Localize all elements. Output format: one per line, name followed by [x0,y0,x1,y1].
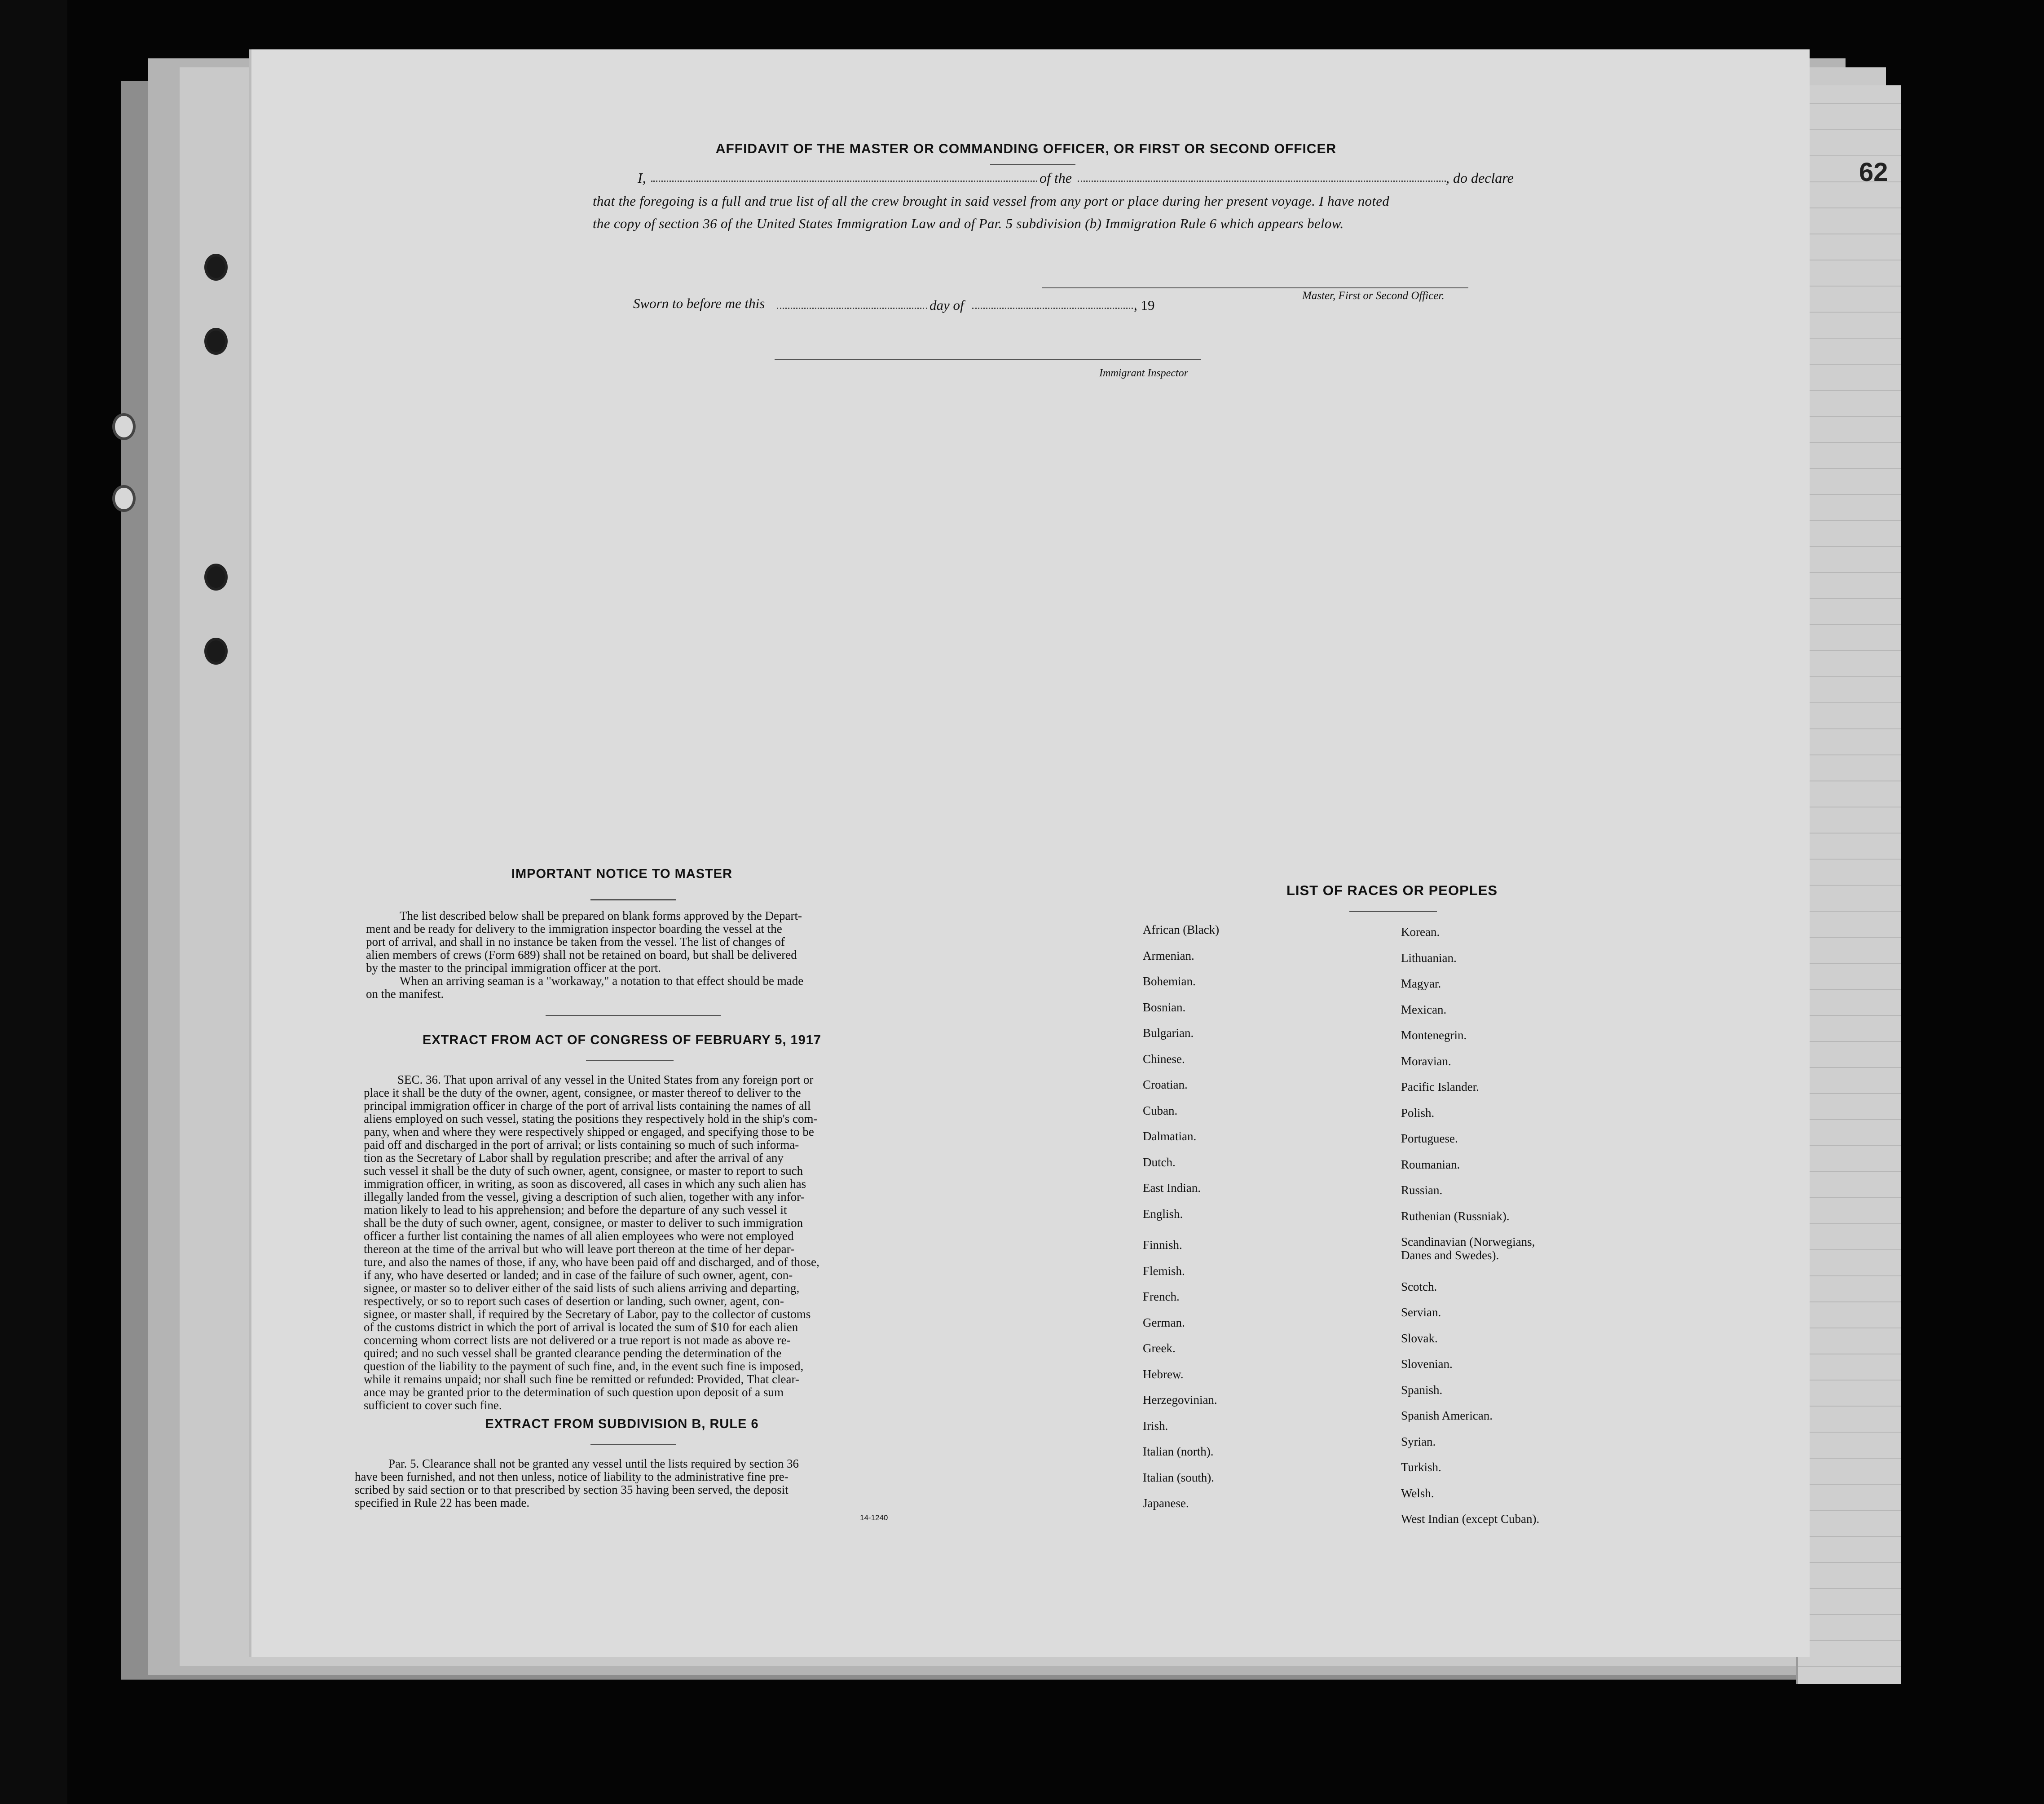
ruled-line [1798,676,1901,677]
race-item: Bulgarian. [1143,1026,1194,1040]
ruled-line [1798,1119,1901,1120]
race-item: Mexican. [1401,1002,1447,1016]
binder-hole [204,564,228,591]
race-item: Slovak. [1401,1331,1438,1345]
text-line: shall be the duty of such owner, agent, consignee, or master to deliver to such immigration [364,1216,803,1230]
binder-hole [204,254,228,281]
text-line: ment and be ready for delivery to the immigration inspector boarding the vessel at the [366,922,782,935]
page-number: 62 [1859,158,1888,187]
affidavit-page [251,49,1810,1657]
year-prefix: , 19 [1134,297,1155,313]
text-line: principal immigration officer in charge of the port of arrival lists containing the names of all [364,1099,811,1112]
text-line: port of arrival, and shall in no instance be taken from the vessel. The list of changes of [366,935,785,948]
ruled-line [1798,963,1901,964]
race-item: Flemish. [1143,1264,1185,1278]
ruled-line [1798,1223,1901,1224]
ruled-line [1798,911,1901,912]
ruled-line [1798,207,1901,208]
ruled-line [1798,1041,1901,1042]
text-line: such vessel it shall be the duty of such owner, agent, consignee, or master to report to such [364,1164,803,1178]
text-line: specified in Rule 22 has been made. [355,1496,530,1509]
race-item: Magyar. [1401,977,1441,990]
ruled-line [1798,494,1901,495]
text-line: Par. 5. Clearance shall not be granted any vessel until the lists required by section 36 [388,1457,799,1470]
ruled-line [1798,1249,1901,1250]
race-item: Spanish. [1401,1383,1443,1397]
text-line: quired; and no such vessel shall be granted clearance pending the determination of the [364,1346,782,1360]
text-line: of the customs district in which the port of arrival is located the sum of $10 for each alien [364,1320,798,1334]
ruled-line [1798,1067,1901,1068]
ruled-line [1798,1171,1901,1172]
text-line: mation likely to lead to his apprehension; and before the departure of any such vessel it [364,1203,787,1217]
race-item: Polish. [1401,1106,1435,1120]
binder-hole [204,638,228,665]
ruled-line [1798,468,1901,469]
ruled-line [1798,624,1901,625]
text-line: on the manifest. [366,987,444,1001]
declaration-line: the copy of section 36 of the United States Immigration Law and of Par. 5 subdivision (b) Immigration Rule 6 which appears below. [593,216,1344,231]
text-line: respectively, or so to report such cases of desertion or landing, such owner, agent, con- [364,1294,784,1308]
text-line: while it remains unpaid; nor shall such fine be remitted or refunded: Provided, That clear- [364,1372,799,1386]
ruled-line [1798,1536,1901,1537]
divider [590,1444,676,1445]
race-item: Roumanian. [1401,1157,1460,1171]
ruled-line [1798,155,1901,156]
text-line: alien members of crews (Form 689) shall not be retained on board, but shall be delivered [366,948,797,962]
race-item: Ruthenian (Russniak). [1401,1209,1510,1223]
race-item: East Indian. [1143,1181,1201,1195]
text-line: scribed by said section or to that prescribed by section 35 having been served, the deposit [355,1483,789,1496]
signature-label: Master, First or Second Officer. [1302,290,1445,302]
race-item: English. [1143,1207,1183,1221]
ruled-line [1798,989,1901,990]
text-line: have been furnished, and not then unless, notice of liability to the administrative fine pre- [355,1470,789,1483]
race-item: Croatian. [1143,1078,1188,1091]
race-item: African (Black) [1143,923,1220,936]
race-item: German. [1143,1315,1185,1329]
ruled-line [1798,520,1901,521]
race-item: Slovenian. [1401,1357,1453,1371]
race-item: Montenegrin. [1401,1028,1467,1042]
divider [546,1015,721,1016]
text-line: by the master to the principal immigration officer at the port. [366,961,661,975]
ruled-line [1798,598,1901,599]
text-line: ture, and also the names of those, if any, who have been paid off and discharged, and of those, [364,1255,819,1269]
race-item: Chinese. [1143,1052,1185,1066]
text-line: question of the liability to the payment of such fine, and, in the event such fine is imposed, [364,1359,804,1373]
race-item: Russian. [1401,1183,1443,1197]
ruled-line [1798,546,1901,547]
ruled-line [1798,1145,1901,1146]
text-line: place it shall be the duty of the owner, agent, consignee, or master thereof to deliver to the [364,1086,801,1099]
binder-hole [112,485,136,512]
day-blank [777,308,927,309]
notice-title: IMPORTANT NOTICE TO MASTER [511,867,733,881]
binder-hole [112,413,136,440]
ruled-line [1798,1458,1901,1459]
ruled-line [1798,312,1901,313]
rule-title: EXTRACT FROM SUBDIVISION B, RULE 6 [485,1417,759,1431]
race-item: Hebrew. [1143,1367,1184,1381]
text-line: immigration officer, in writing, as soon as discovered, all cases in which any such alien has [364,1177,806,1191]
divider [990,164,1075,165]
text-line: illegally landed from the vessel, giving a description of such alien, together with any infor- [364,1190,805,1204]
inspector-label: Immigrant Inspector [1099,367,1188,379]
vessel-blank [1078,181,1446,182]
race-item: Bosnian. [1143,1000,1186,1014]
race-item: Finnish. [1143,1238,1182,1252]
text-line: signee, or master shall, if required by the Secretary of Labor, pay to the collector of customs [364,1307,811,1321]
race-item: Armenian. [1143,948,1194,962]
ruled-line [1798,1015,1901,1016]
race-item: French. [1143,1290,1180,1303]
race-item: Scandinavian (Norwegians, [1401,1235,1535,1248]
ruled-line [1798,885,1901,886]
race-item: Japanese. [1143,1496,1189,1510]
declaration-start: I, [638,170,646,186]
form-number: 14-1240 [860,1513,888,1522]
divider [590,899,676,900]
text-line: SEC. 36. That upon arrival of any vessel in the United States from any foreign port or [397,1073,814,1086]
ruled-line [1798,416,1901,417]
text-line: thereon at the time of the arrival but who will leave port thereon at the time of her depar- [364,1242,795,1256]
ruled-line [1798,1275,1901,1276]
text-line: The list described below shall be prepared on blank forms approved by the Depart- [400,909,802,922]
inspector-signature-line [775,359,1201,360]
ruled-line [1798,1380,1901,1381]
ruled-line [1798,937,1901,938]
sworn-mid: day of [929,297,964,313]
race-item: Herzegovinian. [1143,1393,1217,1407]
divider [1349,911,1437,912]
ruled-line [1798,702,1901,703]
scanner-edge [0,0,67,1804]
race-item: Italian (north). [1143,1445,1214,1458]
act-title: EXTRACT FROM ACT OF CONGRESS OF FEBRUARY 5, 1917 [422,1033,822,1047]
ruled-line [1798,572,1901,573]
ruled-line [1798,1406,1901,1407]
text-line: aliens employed on such vessel, stating the positions they respectively hold in the ship's com- [364,1112,818,1125]
ruled-line [1798,129,1901,130]
ruled-line [1798,1197,1901,1198]
ruled-line [1798,1562,1901,1563]
declaration-line: that the foregoing is a full and true list of all the crew brought in said vessel from any port or place during her present voyage. I have noted [593,193,1390,209]
race-item: Dalmatian. [1143,1129,1197,1143]
race-item: Irish. [1143,1419,1168,1433]
ruled-line [1798,1301,1901,1302]
text-line: paid off and discharged in the port of arrival; or lists containing so much of such informa- [364,1138,799,1151]
race-item: Danes and Swedes). [1401,1248,1499,1262]
ruled-line [1798,650,1901,651]
race-item: Welsh. [1401,1486,1434,1500]
race-item: Bohemian. [1143,975,1196,988]
race-item: Portuguese. [1401,1132,1458,1145]
declaration-end: , do declare [1446,170,1514,186]
underlying-ruled-sheet [1796,85,1901,1684]
declaration-mid: of the [1040,170,1072,186]
ruled-line [1798,390,1901,391]
ruled-line [1798,1614,1901,1615]
races-title: LIST OF RACES OR PEOPLES [1286,882,1498,898]
ruled-line [1798,1093,1901,1094]
race-item: Scotch. [1401,1279,1437,1293]
ruled-line [1798,833,1901,834]
race-item: Korean. [1401,925,1440,939]
text-line: if any, who have deserted or landed; and in case of the failure of such owner, agent, con- [364,1268,793,1282]
ruled-line [1798,1510,1901,1511]
ruled-line [1798,1588,1901,1589]
text-line: officer a further list containing the names of all alien employees who were not employed [364,1229,794,1243]
ruled-line [1798,1484,1901,1485]
affidavit-title: AFFIDAVIT OF THE MASTER OR COMMANDING OFFICER, OR FIRST OR SECOND OFFICER [715,141,1337,156]
ruled-line [1798,859,1901,860]
ruled-line [1798,103,1901,104]
text-line: sufficient to cover such fine. [364,1398,502,1412]
ruled-line [1798,1640,1901,1641]
race-item: Turkish. [1401,1460,1441,1474]
race-item: Syrian. [1401,1434,1436,1448]
act-text [364,1073,898,1412]
divider [586,1060,674,1061]
text-line: signee, or master so to deliver either of the said lists of such aliens arriving and departing, [364,1281,800,1295]
race-item: Dutch. [1143,1155,1176,1169]
ruled-line [1798,1432,1901,1433]
race-item: Spanish American. [1401,1409,1493,1422]
race-item: Servian. [1401,1306,1441,1319]
ruled-line [1798,364,1901,365]
binder-hole [204,328,228,355]
race-item: Moravian. [1401,1054,1451,1068]
ruled-line [1798,338,1901,339]
race-item: Lithuanian. [1401,951,1457,965]
signature-line [1042,287,1468,288]
ruled-line [1798,286,1901,287]
race-item: Pacific Islander. [1401,1080,1479,1094]
race-item: Italian (south). [1143,1470,1214,1484]
race-item: Cuban. [1143,1103,1178,1117]
sworn-text: Sworn to before me this [633,296,765,311]
name-blank [651,181,1037,182]
text-line: tion as the Secretary of Labor shall by regulation prescribe; and after the arrival of any [364,1151,784,1164]
ruled-line [1798,754,1901,755]
race-item: Greek. [1143,1341,1176,1355]
ruled-line [1798,1666,1901,1667]
ruled-line [1798,728,1901,729]
notice-text [366,909,896,1001]
text-line: ance may be granted prior to the determination of such question upon deposit of a sum [364,1385,784,1399]
text-line: When an arriving seaman is a "workaway," a notation to that effect should be made [400,974,804,988]
ruled-line [1798,442,1901,443]
rule-text [355,1457,900,1509]
text-line: concerning whom correct lists are not delivered or a true report is not made as above re- [364,1333,791,1347]
race-item: West Indian (except Cuban). [1401,1512,1540,1526]
text-line: pany, when and where they were respectively shipped or engaged, and specifying those to be [364,1125,814,1138]
month-blank [972,308,1136,309]
